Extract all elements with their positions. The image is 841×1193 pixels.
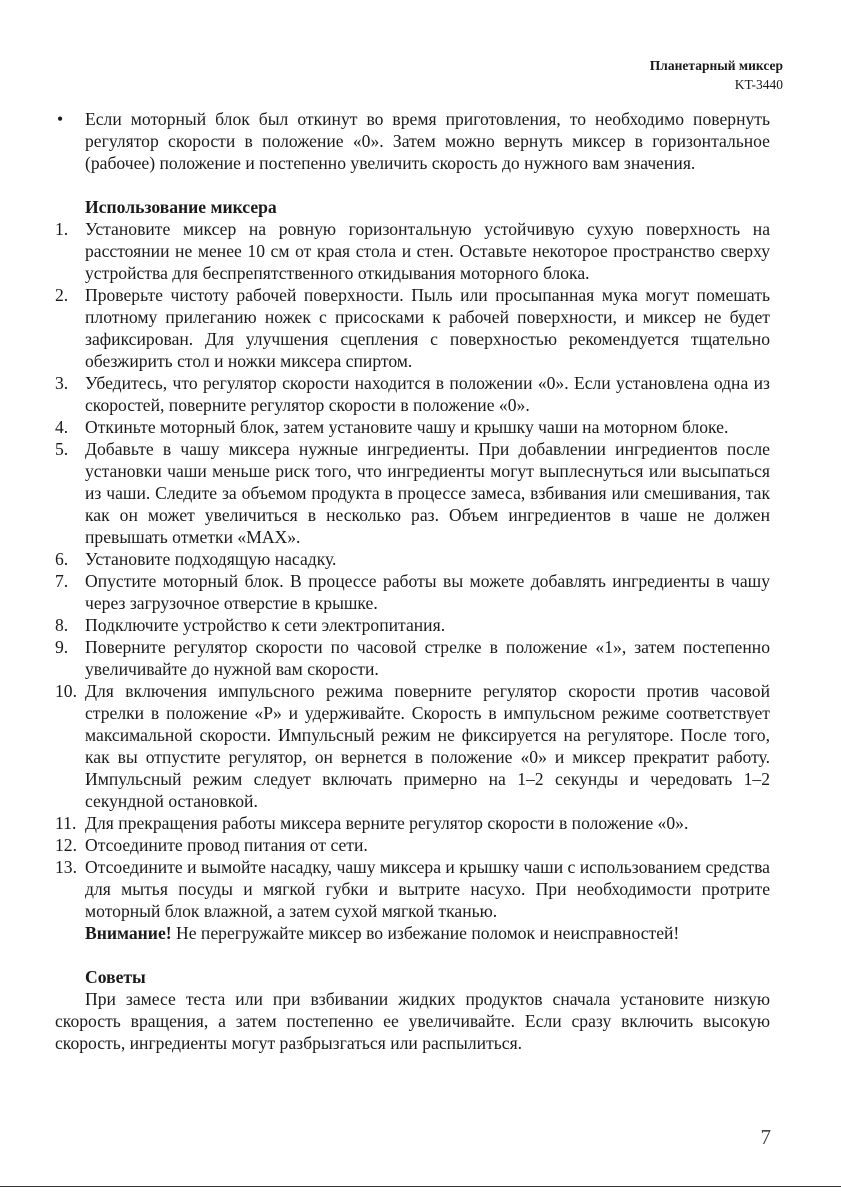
step-text: Отсоедините и вымойте насадку, чашу миксера и крышку чаши с использованием средства для мытья посуды и мягкой губки и вытрите насухо. При необходимости протрите моторный блок влажной, а затем сухой мягкой тканью. xyxy=(85,857,770,921)
list-item xyxy=(55,218,770,284)
warning-text: Не перегружайте миксер во избежание поломок и неисправностей! xyxy=(171,923,680,943)
step-text: Убедитесь, что регулятор скорости находится в положении «0». Если установлена одна из скоростей, поверните регулятор скорости в положение «0». xyxy=(85,373,770,415)
step-text: Проверьте чистоту рабочей поверхности. Пыль или просыпанная мука могут помешать плотному прилеганию ножек с присосками к рабочей поверхности, и миксер не будет зафиксирован. Для улучшения сцепления с поверхностью рекомендуется тщательно обезжирить стол и ножки миксера спиртом. xyxy=(85,285,770,371)
list-item xyxy=(55,614,770,636)
step-number: 1. xyxy=(55,219,69,239)
list-item xyxy=(55,284,770,372)
list-item xyxy=(55,438,770,548)
step-text: Поверните регулятор скорости по часовой стрелке в положение «1», затем постепенно увеличивайте до нужной вам скорости. xyxy=(85,637,770,679)
page-header xyxy=(650,56,783,94)
list-item xyxy=(55,680,770,812)
step-number: 3. xyxy=(55,373,69,393)
list-item xyxy=(55,416,770,438)
intro-bullet-item xyxy=(55,108,770,174)
bullet-marker: • xyxy=(57,109,64,129)
usage-heading: Использование миксера xyxy=(85,197,277,217)
list-item xyxy=(55,834,770,856)
model-number: KT-3440 xyxy=(734,77,783,92)
tips-heading: Советы xyxy=(85,967,146,987)
step-number: 9. xyxy=(55,637,69,657)
step-number: 2. xyxy=(55,285,69,305)
step-text: Установите подходящую насадку. xyxy=(85,549,337,569)
step-text: Установите миксер на ровную горизонтальную устойчивую сухую поверхность на расстоянии не менее 10 см от края стола и стен. Оставьте некоторое пространство сверху устройства для беспрепятственного откидывания моторного блока. xyxy=(85,219,770,283)
product-name: Планетарный миксер xyxy=(649,58,783,73)
list-item xyxy=(55,856,770,922)
step-number: 13. xyxy=(55,857,77,877)
list-item xyxy=(55,570,770,614)
intro-bullet-text: Если моторный блок был откинут во время приготовления, то необходимо повернуть регулятор скорости в положение «0». Затем можно вернуть миксер в горизонтальное (рабочее) положение и постепенно увеличить скорость до нужного вам значения. xyxy=(85,109,770,173)
tips-text: При замесе теста или при взбивании жидких продуктов сначала установите низкую скорость вращения, а затем постепенно ее увеличивайте. Если сразу включить высокую скорость, ингредиенты могут разбрызгаться или распылиться. xyxy=(55,989,770,1053)
warning-paragraph xyxy=(55,922,770,944)
step-text: Для включения импульсного режима поверните регулятор скорости против часовой стрелки в положение «P» и удерживайте. Скорость в импульсном режиме соответствует максимальной скорости. Импульсный режим не фиксируется на регуляторе. После того, как вы отпустите регулятор, он вернется в положение «0» и миксер прекратит работу. Импульсный режим следует включать примерно на 1–2 секунды и чередовать 1–2 секундной остановкой. xyxy=(85,681,770,811)
bottom-divider xyxy=(0,1186,841,1187)
step-number: 7. xyxy=(55,571,69,591)
step-text: Подключите устройство к сети электропитания. xyxy=(85,615,446,635)
document-body xyxy=(55,108,770,1054)
step-text: Опустите моторный блок. В процессе работы вы можете добавлять ингредиенты в чашу через загрузочное отверстие в крышке. xyxy=(85,571,770,613)
step-number: 12. xyxy=(55,835,77,855)
step-number: 6. xyxy=(55,549,69,569)
step-number: 5. xyxy=(55,439,69,459)
step-number: 11. xyxy=(55,813,77,833)
usage-steps-list xyxy=(55,218,770,922)
step-text: Откиньте моторный блок, затем установите чашу и крышку чаши на моторном блоке. xyxy=(85,417,729,437)
step-number: 8. xyxy=(55,615,69,635)
step-text: Для прекращения работы миксера верните регулятор скорости в положение «0». xyxy=(85,813,689,833)
list-item xyxy=(55,372,770,416)
step-text: Добавьте в чашу миксера нужные ингредиенты. При добавлении ингредиентов после установки чаши меньше риск того, что ингредиенты могут выплеснуться или высыпаться из чаши. Следите за объемом продукта в процессе замеса, взбивания или смешивания, так как он может увеличиться в несколько раз. Объем ингредиентов в чаше не должен превышать отметки «MAX». xyxy=(85,439,770,547)
page-number: 7 xyxy=(760,1125,771,1149)
step-text: Отсоедините провод питания от сети. xyxy=(85,835,368,855)
step-number: 10. xyxy=(55,681,77,701)
list-item xyxy=(55,548,770,570)
step-number: 4. xyxy=(55,417,69,437)
list-item xyxy=(55,636,770,680)
warning-label: Внимание! xyxy=(85,923,172,943)
list-item xyxy=(55,812,770,834)
